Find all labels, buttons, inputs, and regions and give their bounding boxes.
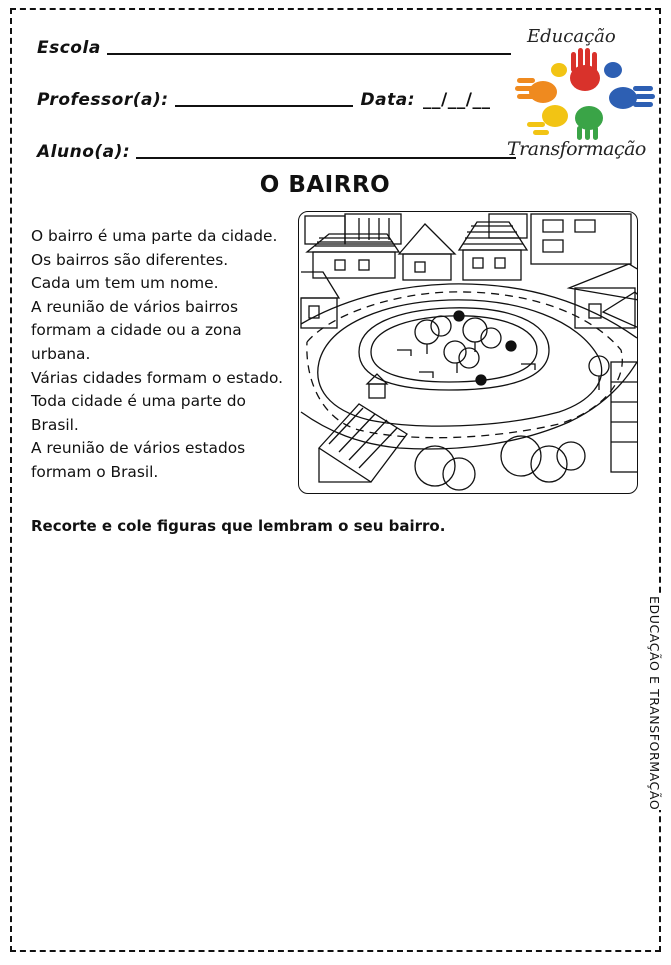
side-watermark-text: EDUCAÇÃO E TRANSFORMAÇÃO: [647, 596, 662, 811]
hand-green-icon: [575, 106, 603, 140]
student-field[interactable]: [136, 157, 516, 159]
road-icon: [301, 284, 637, 449]
building-bottom-right-icon: [611, 362, 638, 472]
houses-right-icon: [569, 264, 638, 328]
house-bottom-icon: [319, 404, 407, 482]
hand-yellow-icon: [527, 105, 568, 135]
paragraph-line: Os bairros são diferentes.: [31, 250, 229, 269]
teacher-field[interactable]: [175, 105, 353, 107]
houses-top-icon: [307, 222, 527, 280]
paragraph-line: formam o Brasil.: [31, 462, 159, 481]
hand-orange-icon: [515, 78, 557, 103]
instruction-text: Recorte e cole figuras que lembram o seu bairro.: [31, 517, 446, 535]
paragraph-line: O bairro é uma parte da cidade.: [31, 227, 278, 245]
paragraph-line: formam a cidade ou a zona: [31, 321, 242, 340]
page-title: O BAIRRO: [259, 172, 391, 198]
school-row: [37, 38, 511, 58]
logo-text-bottom: Transformação: [507, 138, 646, 160]
paragraph-line: Várias cidades formam o estado.: [31, 368, 284, 387]
paragraph-line: A reunião de vários estados: [31, 439, 246, 458]
paragraph-line: Cada um tem um nome.: [31, 274, 219, 293]
hand-red-icon: [570, 48, 600, 91]
school-field[interactable]: [107, 53, 511, 55]
background-buildings-icon: [305, 214, 631, 264]
paragraph-line: A reunião de vários bairros: [31, 297, 238, 316]
logo: [505, 26, 660, 166]
hand-blue-icon: [609, 86, 655, 109]
school-label: Escola: [37, 38, 101, 58]
paragraph-line: Brasil.: [31, 415, 79, 434]
logo-text-middle: e: [578, 90, 589, 109]
date-field[interactable]: __/__/__: [423, 90, 491, 110]
paragraph-line: urbana.: [31, 344, 91, 363]
date-label: Data:: [360, 90, 416, 110]
bottom-trees-icon: [415, 356, 609, 490]
neighborhood-drawing: [299, 212, 638, 494]
student-label: Aluno(a):: [37, 142, 131, 162]
teacher-row: [37, 90, 490, 110]
house-left-icon: [301, 272, 339, 328]
teacher-label: Professor(a):: [37, 90, 169, 110]
logo-text-top: Educação: [527, 26, 616, 47]
student-row: [37, 142, 516, 162]
neighborhood-illustration: [298, 211, 638, 494]
lesson-paragraph: [31, 225, 296, 485]
plaza-icon: [359, 308, 549, 390]
paragraph-line: Toda cidade é uma parte do: [31, 392, 246, 411]
